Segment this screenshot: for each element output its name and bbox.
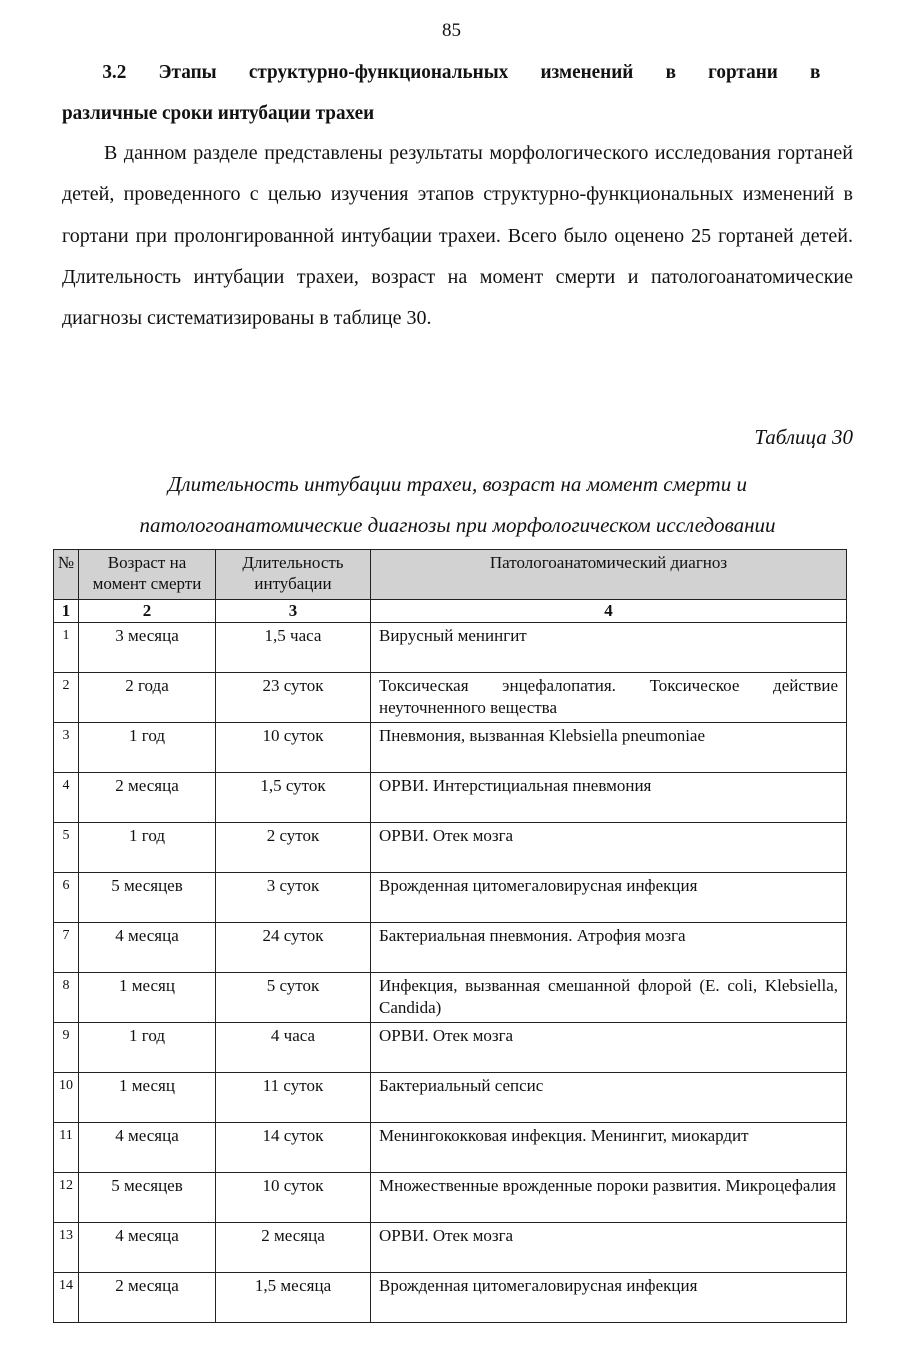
section-heading-line-2: различные сроки интубации трахеи	[62, 102, 375, 124]
column-number-row	[54, 600, 847, 623]
duration-cell: 5 суток	[216, 973, 371, 1023]
diagnosis-cell: Вирусный менингит	[371, 623, 847, 673]
duration-cell: 1,5 часа	[216, 623, 371, 673]
table-row	[54, 773, 847, 823]
age-cell: 2 года	[79, 673, 216, 723]
header-diagnosis: Патологоанатомический диагноз	[371, 550, 847, 600]
table-row	[54, 723, 847, 773]
table-row	[54, 1173, 847, 1223]
header-age: Возраст на момент смерти	[79, 550, 216, 600]
table-row	[54, 823, 847, 873]
diagnosis-cell: Врожденная цитомегаловирусная инфекция	[371, 1273, 847, 1323]
diagnosis-cell: Пневмония, вызванная Klebsiella pneumoniae	[371, 723, 847, 773]
table-row	[54, 1023, 847, 1073]
diagnosis-cell: Врожденная цитомегаловирусная инфекция	[371, 873, 847, 923]
table-header-row	[54, 550, 847, 600]
header-duration: Длительность интубации	[216, 550, 371, 600]
table-title	[62, 464, 853, 546]
age-cell: 2 месяца	[79, 773, 216, 823]
diagnosis-cell: Множественные врожденные пороки развития. Микроцефалия	[371, 1173, 847, 1223]
diagnosis-cell: ОРВИ. Отек мозга	[371, 1023, 847, 1073]
row-number-cell: 12	[54, 1173, 79, 1223]
duration-cell: 4 часа	[216, 1023, 371, 1073]
duration-cell: 23 суток	[216, 673, 371, 723]
age-cell: 4 месяца	[79, 1123, 216, 1173]
row-number-cell: 6	[54, 873, 79, 923]
diagnosis-cell: Токсическая энцефалопатия. Токсическое действие неуточненного вещества	[371, 673, 847, 723]
row-number-cell: 13	[54, 1223, 79, 1273]
table-row	[54, 1273, 847, 1323]
table-title-line-2: патологоанатомические диагнозы при морфологическом исследовании	[139, 513, 776, 537]
column-number: 2	[79, 600, 216, 623]
duration-cell: 2 месяца	[216, 1223, 371, 1273]
column-number: 4	[371, 600, 847, 623]
age-cell: 5 месяцев	[79, 873, 216, 923]
diagnosis-cell: Бактериальная пневмония. Атрофия мозга	[371, 923, 847, 973]
row-number-cell: 11	[54, 1123, 79, 1173]
age-cell: 4 месяца	[79, 923, 216, 973]
column-number: 3	[216, 600, 371, 623]
table-row	[54, 973, 847, 1023]
table-label: Таблица 30	[754, 425, 853, 449]
age-cell: 2 месяца	[79, 1273, 216, 1323]
table-row	[54, 1223, 847, 1273]
row-number-cell: 8	[54, 973, 79, 1023]
age-cell: 1 месяц	[79, 1073, 216, 1123]
duration-cell: 10 суток	[216, 1173, 371, 1223]
column-number: 1	[54, 600, 79, 623]
body-paragraph	[62, 133, 853, 339]
duration-cell: 10 суток	[216, 723, 371, 773]
table-row	[54, 873, 847, 923]
row-number-cell: 9	[54, 1023, 79, 1073]
row-number-cell: 2	[54, 673, 79, 723]
age-cell: 1 месяц	[79, 973, 216, 1023]
table-row	[54, 1073, 847, 1123]
diagnosis-cell: Инфекция, вызванная смешанной флорой (E. coli, Klebsiella, Candida)	[371, 973, 847, 1023]
row-number-cell: 10	[54, 1073, 79, 1123]
row-number-cell: 3	[54, 723, 79, 773]
age-cell: 5 месяцев	[79, 1173, 216, 1223]
diagnosis-cell: ОРВИ. Отек мозга	[371, 1223, 847, 1273]
header-number: №	[54, 550, 79, 600]
row-number-cell: 5	[54, 823, 79, 873]
row-number-cell: 1	[54, 623, 79, 673]
age-cell: 1 год	[79, 723, 216, 773]
duration-cell: 24 суток	[216, 923, 371, 973]
diagnosis-cell: ОРВИ. Интерстициальная пневмония	[371, 773, 847, 823]
table-title-line-1: Длительность интубации трахеи, возраст на момент смерти и	[168, 472, 747, 496]
page-number: 85	[442, 20, 461, 41]
row-number-cell: 14	[54, 1273, 79, 1323]
age-cell: 1 год	[79, 1023, 216, 1073]
duration-cell: 2 суток	[216, 823, 371, 873]
table-row	[54, 673, 847, 723]
table-row	[54, 1123, 847, 1173]
body-paragraph-text: В данном разделе представлены результаты морфологического исследования гортаней детей, проведенного с целью изучения этапов структурно-функциональных изменений в гортани при пролонгированной интубации трахеи. Всего было оценено 25 гортаней детей. Длительность интубации трахеи, возраст на момент смерти и патологоанатомические диагнозы систематизированы в таблице 30.	[62, 142, 853, 330]
table-row	[54, 623, 847, 673]
diagnosis-cell: Бактериальный сепсис	[371, 1073, 847, 1123]
diagnosis-cell: ОРВИ. Отек мозга	[371, 823, 847, 873]
diagnosis-cell: Менингококковая инфекция. Менингит, миокардит	[371, 1123, 847, 1173]
row-number-cell: 4	[54, 773, 79, 823]
duration-cell: 14 суток	[216, 1123, 371, 1173]
duration-cell: 1,5 суток	[216, 773, 371, 823]
duration-cell: 11 суток	[216, 1073, 371, 1123]
age-cell: 3 месяца	[79, 623, 216, 673]
duration-cell: 1,5 месяца	[216, 1273, 371, 1323]
age-cell: 1 год	[79, 823, 216, 873]
section-heading-line-1: 3.2 Этапы структурно-функциональных изменений в гортани в	[102, 61, 821, 83]
diagnosis-table	[53, 549, 847, 1323]
duration-cell: 3 суток	[216, 873, 371, 923]
row-number-cell: 7	[54, 923, 79, 973]
age-cell: 4 месяца	[79, 1223, 216, 1273]
table-row	[54, 923, 847, 973]
